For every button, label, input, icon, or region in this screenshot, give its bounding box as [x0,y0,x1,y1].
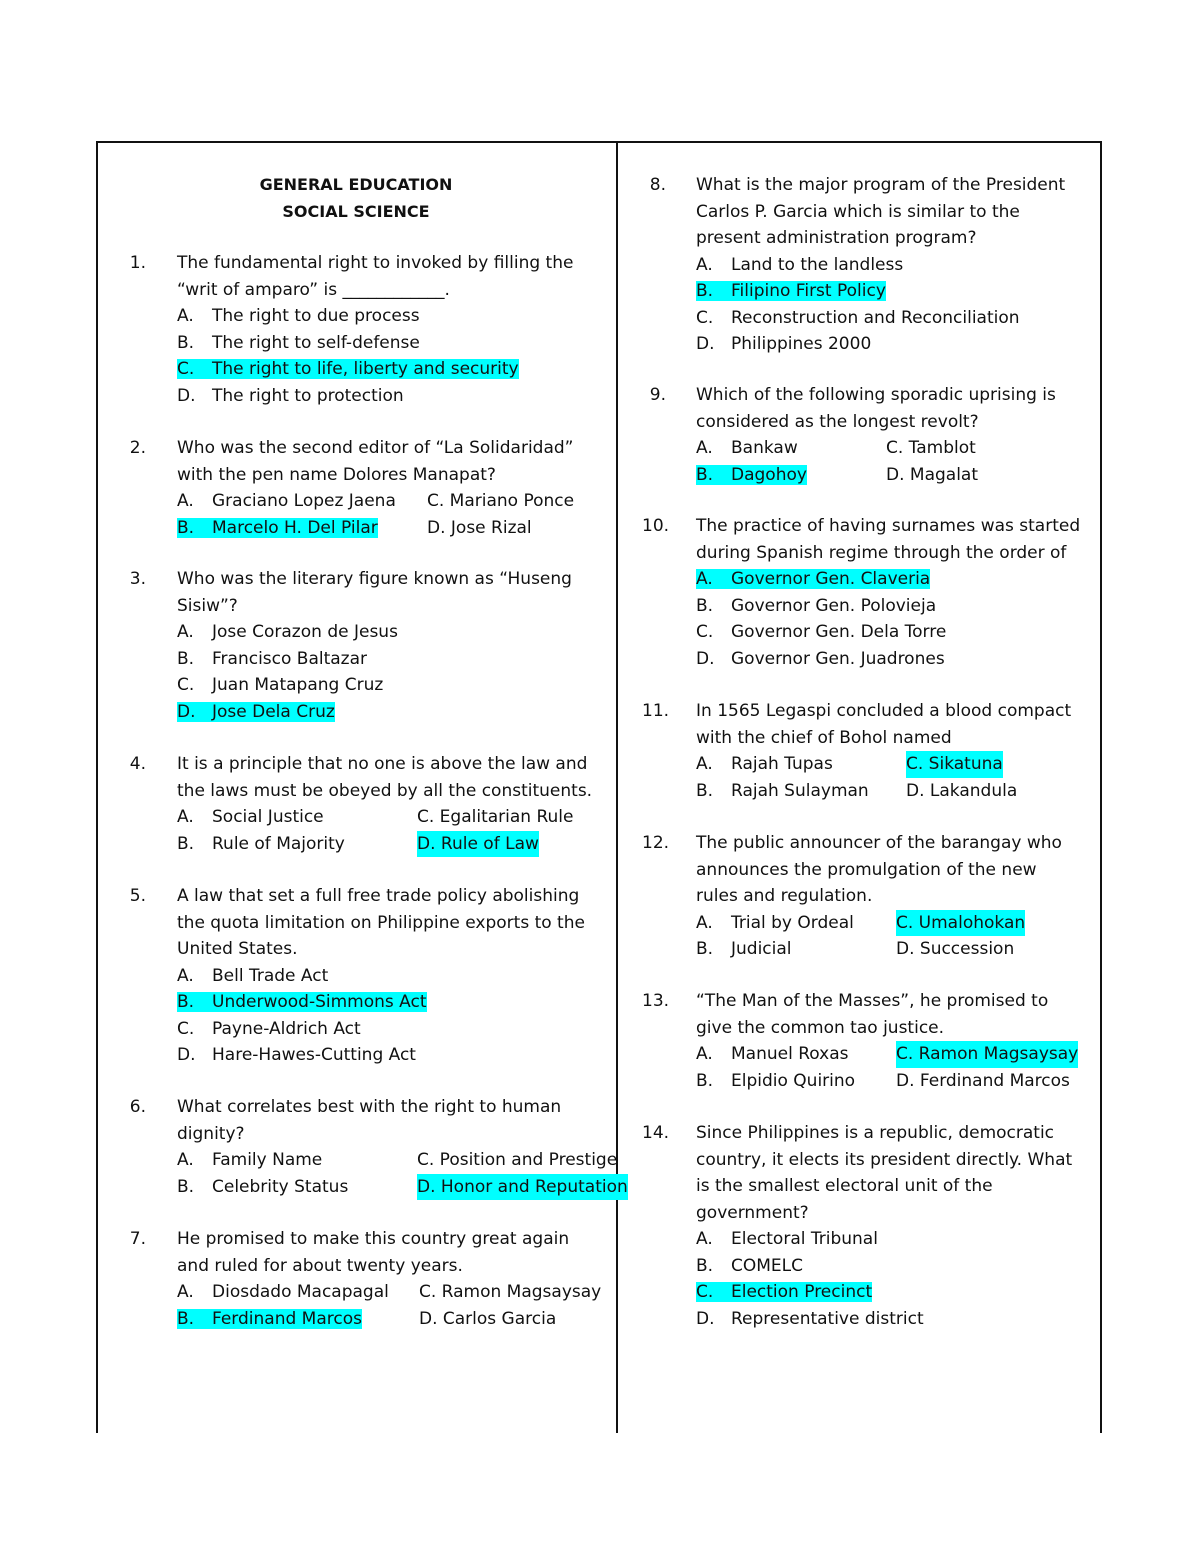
choice [696,438,798,458]
question-text: present administration program? [696,228,977,248]
choice: C. Mariano Ponce [427,491,575,511]
choice-text: Election Precinct [731,1282,873,1302]
choice-text: Underwood-Simmons Act [212,992,427,1012]
answer-option [696,910,1026,937]
choice [696,1229,878,1249]
choice [696,649,945,669]
question-number: 12. [642,833,670,853]
question-number: 2. [129,438,146,458]
question-text: The practice of having surnames was started [696,516,1081,536]
choice [177,834,345,854]
answer-option [177,1016,361,1043]
choice [177,1045,416,1065]
choice-text: Dagohoy [731,464,807,485]
choice-text: Representative district [731,1308,924,1329]
correct-answer [696,281,886,301]
correct-answer [177,992,427,1012]
choice [177,386,404,406]
choice [696,913,854,933]
choice-text: The right to self-defense [212,332,420,353]
choice-letter: D. [177,1045,196,1065]
question-number: 7. [129,1229,146,1249]
choice [696,1044,848,1064]
choice-letter: B. [177,648,195,669]
answer-option [696,331,871,358]
answer-option [177,356,519,383]
question-text: What is the major program of the President [696,175,1066,195]
answer-option [696,252,903,279]
choice-letter: A. [177,491,194,511]
choice-letter: C. [696,307,714,328]
choice: C. Tamblot [886,438,976,458]
answer-option [177,672,383,699]
choice-text: Governor Gen. Dela Torre [731,622,947,642]
answer-option [177,515,532,542]
choice-text: Hare-Hawes-Cutting Act [212,1045,416,1065]
question-text: United States. [177,939,298,959]
choice-letter: A. [696,438,713,458]
choice-letter: D. [696,1308,715,1329]
choice [696,255,903,275]
answer-option [177,1306,557,1333]
choice-text: The right to life, liberty and security [212,359,519,379]
choice: D. Lakandula [906,780,1018,801]
answer-option [696,1253,803,1280]
choice: D. Ferdinand Marcos [896,1070,1070,1091]
choice [177,491,396,511]
choice-letter: B. [696,464,714,485]
choice-text: Bell Trade Act [212,965,329,986]
choice-letter: D. [696,334,715,354]
choice-text: Rajah Sulayman [731,780,869,801]
answer-option [177,383,404,410]
choice [177,622,398,642]
question-text: dignity? [177,1123,245,1144]
choice: D. Magalat [886,464,978,485]
choice-text: Social Justice [212,807,324,827]
choice: D. Carlos Garcia [419,1308,557,1329]
answer-option [177,989,427,1016]
correct-answer [177,518,378,538]
question-text: He promised to make this country great again [177,1229,570,1249]
choice-text: Family Name [212,1150,323,1170]
choice-letter: B. [177,1308,195,1329]
correct-answer: C. Umalohokan [896,910,1025,937]
answer-option [177,699,335,726]
question-text: Who was the second editor of “La Solidaridad” [177,438,574,458]
choice-text: Jose Corazon de Jesus [212,622,398,642]
question-number: 9. [649,385,666,405]
question-text: Sisiw”? [177,595,238,616]
choice [696,781,869,801]
choice [696,1071,855,1091]
answer-option [177,646,367,673]
choice-text: Ferdinand Marcos [212,1308,362,1329]
question-number: 1. [129,253,146,273]
choice-letter: C. [696,622,714,642]
choice-letter: B. [177,992,195,1012]
choice [696,334,871,354]
question-number: 8. [649,175,666,195]
question-text: during Spanish regime through the order of [696,542,1067,563]
question-number: 5. [129,886,146,906]
choice-letter: A. [177,965,194,986]
answer-option [696,435,976,462]
choice-text: Rajah Tupas [731,754,833,774]
correct-answer: C. Ramon Magsaysay [896,1041,1078,1068]
choice-letter: A. [696,569,713,589]
choice-letter: A. [696,754,713,774]
choice-text: Diosdado Macapagal [212,1282,389,1302]
correct-answer [177,1309,362,1329]
choice-text: Rule of Majority [212,833,345,854]
choice-text: Juan Matapang Cruz [212,675,384,695]
choice-letter: C. [177,359,195,379]
answer-option [177,1174,628,1201]
question-text: announces the promulgation of the new [696,859,1037,880]
answer-option [696,1306,924,1333]
answer-option [696,278,886,305]
choice-letter: B. [696,780,714,801]
question-text: rules and regulation. [696,886,873,906]
choice-letter: B. [696,939,714,959]
answer-option [696,1279,872,1306]
choice: C. Ramon Magsaysay [419,1282,602,1302]
left-border [96,143,98,1433]
choice-letter: B. [696,595,714,616]
choice [177,1177,348,1197]
answer-option [696,1068,1070,1095]
correct-answer: C. Sikatuna [906,751,1003,778]
choice-letter: D. [696,648,715,669]
choice-letter: A. [177,807,194,827]
question-text: Which of the following sporadic uprising is [696,385,1056,405]
question-number: 6. [129,1097,146,1117]
question-text: “writ of amparo” is ____________. [177,279,450,300]
answer-option [696,751,1003,778]
question-text: is the smallest electoral unit of the [696,1176,993,1196]
choice-letter: A. [177,1282,194,1302]
choice: C. Egalitarian Rule [417,807,574,827]
choice-letter: A. [177,622,194,642]
question-text: The fundamental right to invoked by filling the [177,253,574,273]
choice-text: Celebrity Status [212,1176,349,1197]
exam-sheet [96,141,1102,1433]
right-border [1100,143,1102,1433]
choice-letter: B. [696,1070,714,1091]
choice [177,306,420,326]
question-text: What correlates best with the right to human [177,1097,562,1117]
question-number: 4. [129,754,146,774]
question-text: The public announcer of the barangay who [696,833,1062,853]
answer-option [696,462,978,489]
correct-answer: D. Honor and Reputation [417,1174,628,1201]
choice [177,649,367,669]
choice-letter: B. [696,1255,714,1276]
choice-letter: B. [696,281,714,301]
choice-letter: B. [177,1176,195,1197]
choice-text: Governor Gen. Claveria [731,569,931,589]
choice-text: Payne-Aldrich Act [212,1018,361,1039]
correct-answer [696,569,930,589]
choice [177,1150,322,1170]
choice-text: COMELC [731,1255,804,1276]
question-text: “The Man of the Masses”, he promised to [696,991,1049,1011]
answer-option [177,1147,618,1174]
choice-letter: C. [177,1018,195,1039]
answer-option [177,1279,602,1306]
answer-option [696,1226,878,1253]
question-text: Since Philippines is a republic, democratic [696,1123,1055,1143]
question-number: 3. [129,569,146,589]
question-text: In 1565 Legaspi concluded a blood compact [696,701,1072,721]
answer-option [696,593,936,620]
answer-option [696,1041,1079,1068]
question-text: the quota limitation on Philippine exports to the [177,912,585,933]
choice-text: Governor Gen. Juadrones [731,648,945,669]
choice-text: Elpidio Quirino [731,1070,856,1091]
answer-option [696,305,1020,332]
choice [696,754,833,774]
question-text: give the common tao justice. [696,1017,945,1038]
header-title: GENERAL EDUCATION [259,175,453,194]
choice-letter: A. [696,254,713,275]
choice-text: Electoral Tribunal [731,1229,878,1249]
choice-text: Filipino First Policy [731,281,886,301]
choice-text: Graciano Lopez Jaena [212,491,396,511]
question-text: It is a principle that no one is above the law and [177,754,588,774]
answer-option [696,619,946,646]
choice [177,807,324,827]
choice-text: Trial by Ordeal [731,912,854,933]
choice [696,596,936,616]
choice-text: Marcelo H. Del Pilar [212,517,378,538]
choice: C. Position and Prestige [417,1150,618,1170]
answer-option [177,804,574,831]
choice-letter: B. [177,833,195,854]
choice-text: Governor Gen. Polovieja [731,595,937,616]
correct-answer: D. Rule of Law [417,831,539,858]
choice [177,966,328,986]
page-header [96,171,616,225]
question-text: with the chief of Bohol named [696,727,952,748]
answer-option [177,330,420,357]
choice-text: Reconstruction and Reconciliation [731,307,1020,328]
correct-answer [696,465,807,485]
choice-text: Francisco Baltazar [212,648,368,669]
choice-text: The right to protection [212,385,404,406]
question-text: Who was the literary figure known as “Huseng [177,569,572,589]
answer-option [177,488,575,515]
question-number: 11. [642,701,670,721]
question-text: A law that set a full free trade policy abolishing [177,886,580,906]
answer-option [696,646,945,673]
choice-text: Philippines 2000 [731,334,872,354]
choice-letter: C. [696,1282,714,1302]
choice-text: Judicial [731,939,792,959]
choice-letter: B. [177,517,195,538]
question-number: 14. [642,1123,670,1143]
question-text: country, it elects its president directly. What [696,1149,1073,1170]
choice-text: Bankaw [731,438,798,458]
header-subtitle: SOCIAL SCIENCE [282,202,430,221]
choice: D. Succession [896,939,1015,959]
answer-option [696,566,930,593]
choice-letter: D. [177,701,196,722]
choice [696,1256,803,1276]
choice [177,675,383,695]
choice [696,622,946,642]
question-number: 10. [642,516,670,536]
choice-text: Jose Dela Cruz [212,701,335,722]
choice-text: Land to the landless [731,254,904,275]
correct-answer [696,1282,872,1302]
choice [177,1019,361,1039]
question-text: and ruled for about twenty years. [177,1255,463,1276]
question-text: the laws must be obeyed by all the constituents. [177,780,593,801]
answer-option [177,619,398,646]
choice [696,308,1020,328]
answer-option [696,936,1015,963]
choice-letter: A. [177,306,194,326]
choice-letter: D. [177,385,196,406]
question-text: government? [696,1202,809,1223]
correct-answer [177,702,335,722]
question-text: with the pen name Dolores Manapat? [177,464,496,485]
choice-letter: B. [177,332,195,353]
question-text: Carlos P. Garcia which is similar to the [696,201,1020,222]
choice-letter: A. [177,1150,194,1170]
choice: D. Jose Rizal [427,517,532,538]
answer-option [177,1042,416,1069]
choice [177,1282,389,1302]
choice [696,1309,924,1329]
answer-option [696,778,1018,805]
choice-text: Manuel Roxas [731,1044,849,1064]
answer-option [177,963,328,990]
answer-option [177,831,539,858]
choice [177,333,420,353]
answer-option [177,303,420,330]
choice-letter: A. [696,912,713,933]
choice-letter: C. [177,675,195,695]
choice-letter: A. [696,1229,713,1249]
column-divider [616,143,618,1433]
correct-answer [177,359,519,379]
choice [696,939,792,959]
choice-text: The right to due process [212,306,420,326]
question-number: 13. [642,991,670,1011]
choice-letter: A. [696,1044,713,1064]
question-text: considered as the longest revolt? [696,411,979,432]
